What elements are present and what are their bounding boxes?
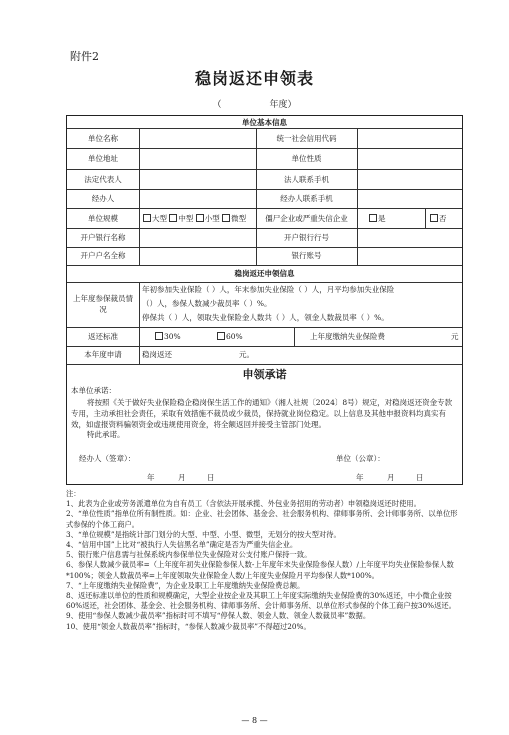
note-item: 9、使用“参保人数减少裁员率”指标时可不填写“停保人数、领金人数、领金人数裁员率”数据。 xyxy=(66,611,371,621)
std-30-checkbox[interactable]: 30% xyxy=(155,332,181,341)
unit-nature-field[interactable] xyxy=(358,149,461,168)
label-unit-name: 单位名称 xyxy=(88,134,118,143)
apply-text: 稳岗返还 xyxy=(142,350,172,359)
handler-signature-field[interactable] xyxy=(147,450,267,464)
note-item: 1、此表为企业或劳务派遣单位为自有员工（含依法开展承揽、外包业务招用的劳动者）申领稳岗返还时使用。 xyxy=(66,499,421,509)
legal-phone-field[interactable] xyxy=(358,170,461,188)
unit-name-field[interactable] xyxy=(140,129,255,147)
insured-line-1[interactable]: 年初参加失业保险（ ）人，年末参加失业保险（ ）人，月平均参加失业保险 xyxy=(142,285,395,294)
section-apply-info: 稳岗返还申领信息 xyxy=(234,269,295,278)
label-standard: 返还标准 xyxy=(88,332,118,341)
pledge-closing: 特此承诺。 xyxy=(87,430,125,439)
attachment-label: 附件2 xyxy=(70,50,99,63)
scale-small-checkbox[interactable]: 小型 xyxy=(196,214,220,223)
label-unit-nature: 单位性质 xyxy=(291,154,322,163)
unit-seal-label: 单位（公章）： xyxy=(336,454,385,463)
bank-no-field[interactable] xyxy=(358,229,461,246)
year-line xyxy=(0,97,509,110)
bank-field[interactable] xyxy=(140,229,255,246)
account-name-field[interactable] xyxy=(140,248,255,264)
notes-heading: 注： xyxy=(66,489,81,498)
note-item: 3、“单位规模”是指统计部门划分的大型、中型、小型、微型，无划分的按大型对待。 xyxy=(66,529,341,539)
label-credit-code: 统一社会信用代码 xyxy=(276,134,337,143)
label-unit-address: 单位地址 xyxy=(88,154,118,163)
handler-field[interactable] xyxy=(140,190,255,207)
pledge-body: 将按照《关于做好失业保险稳企稳岗保生活工作的通知》（湘人社规〔2024〕8号）规定，对稳岗返还资金专款专用，主动承担社会责任，采取有效措施不裁员或少裁员，保持就业岗位稳定。以上信息及其他申报资料均真实有效，如虚报资料骗领资金或违规使用资金，将全额返回并接受主管部门处理。 xyxy=(71,398,453,429)
handler-date-year: 年 xyxy=(147,473,155,482)
std-60-checkbox[interactable]: 60% xyxy=(217,332,243,341)
note-item: 5、银行账户信息需与社保系统内参保单位失业保险对公支付账户保持一致。 xyxy=(66,550,312,560)
application-form xyxy=(66,115,463,485)
label-handler-phone: 经办人联系手机 xyxy=(280,194,333,203)
insured-line-3[interactable]: 停保共（ ）人，领取失业保险金人数共（ ）人，领金人数裁员率（ ）%。 xyxy=(142,313,389,322)
label-premium: 上年度缴纳失业保险费 xyxy=(310,332,385,341)
premium-unit: 元 xyxy=(451,332,459,341)
label-bank: 开户银行名称 xyxy=(80,233,126,242)
pledge-heading: 本单位承诺： xyxy=(71,386,116,395)
checkbox-icon xyxy=(222,214,230,222)
label-dishonest: 僵尸企业或严重失信企业 xyxy=(265,214,348,223)
dishonest-no-checkbox[interactable]: 否 xyxy=(430,214,447,223)
note-item: 4、“信用中国”上比对“被执行人失信黑名单”确定是否为严重失信企业。 xyxy=(66,540,298,550)
scale-micro-checkbox[interactable]: 微型 xyxy=(222,214,246,223)
handler-sign-label: 经办人（签章）： xyxy=(79,454,136,463)
unit-date-month: 月 xyxy=(387,473,395,482)
label-handler: 经办人 xyxy=(91,194,115,203)
page-number: — 8 — xyxy=(241,716,268,725)
note-item: 8、返还标准以单位的性质和规模确定，大型企业按企业及其职工上年度实际缴纳失业保险费的30%返还，中小微企业按60%返还，社会团体、基金会、社会服务机构、律师事务所、会计师事务所、以单位形式参保的个体工商户按30%返还。 xyxy=(66,591,456,611)
scale-medium-checkbox[interactable]: 中型 xyxy=(169,214,193,223)
checkbox-icon xyxy=(369,214,377,222)
handler-date-day: 日 xyxy=(207,473,215,482)
note-item: 7、“上年度缴纳失业保险费”，为企业及职工上年度缴纳失业保险费总额。 xyxy=(66,580,305,590)
scale-options xyxy=(143,214,246,223)
label-apply: 本年度申请 xyxy=(84,350,122,359)
year-open: （ xyxy=(212,100,222,110)
section-basic-info: 单位基本信息 xyxy=(242,118,287,127)
checkbox-icon xyxy=(169,214,177,222)
form-title: 稳岗返还申领表 xyxy=(194,69,314,88)
unit-seal-field[interactable] xyxy=(389,450,459,464)
label-unit-scale: 单位规模 xyxy=(88,214,118,223)
checkbox-icon xyxy=(217,332,225,340)
credit-code-field[interactable] xyxy=(358,129,461,147)
checkbox-icon xyxy=(430,214,438,222)
note-item: 10、使用“领金人数裁员率”指标时，“参保人数减少裁员率”不得超过20%。 xyxy=(66,621,311,631)
label-insured: 上年度参保裁员情况 xyxy=(73,294,133,314)
label-account-no: 银行账号 xyxy=(291,251,322,260)
insured-line-2[interactable]: （）人，参保人数减少裁员率（ ）%。 xyxy=(142,299,272,308)
legal-rep-field[interactable] xyxy=(140,170,255,188)
checkbox-icon xyxy=(155,332,163,340)
pledge-title: 申领承诺 xyxy=(242,368,287,381)
notes xyxy=(66,489,463,632)
account-no-field[interactable] xyxy=(358,248,461,264)
note-item: 2、“单位性质”指单位所有制性质。如：企业、社会团体、基金会、社会服务机构、律师事务所、会计师事务所、以单位形式参保的个体工商户。 xyxy=(66,509,458,529)
apply-unit[interactable]: 元。 xyxy=(239,350,254,359)
unit-date-year: 年 xyxy=(356,473,364,482)
label-legal-phone: 法人联系手机 xyxy=(284,175,329,184)
scale-large-checkbox[interactable]: 大型 xyxy=(143,214,167,223)
checkbox-icon xyxy=(143,214,151,222)
unit-address-field[interactable] xyxy=(140,149,255,168)
year-close: 年度） xyxy=(269,100,297,110)
handler-date-month: 月 xyxy=(178,473,186,482)
label-account-name: 开户户名全称 xyxy=(80,251,126,260)
dishonest-yes-checkbox[interactable]: 是 xyxy=(369,214,386,223)
note-item: 6、参保人数减少裁员率=（上年度年初失业保险参保人数-上年度年末失业保险参保人数）/上年度平均失业保险参保人数*100%；领金人数裁员率=上年度领取失业保险金人数/上年度失业保险月平均参保人数*100%。 xyxy=(66,560,454,580)
label-bank-no: 开户银行行号 xyxy=(284,233,329,242)
handler-phone-field[interactable] xyxy=(358,190,461,207)
checkbox-icon xyxy=(196,214,204,222)
label-legal-rep: 法定代表人 xyxy=(84,175,122,184)
unit-date-day: 日 xyxy=(416,473,424,482)
